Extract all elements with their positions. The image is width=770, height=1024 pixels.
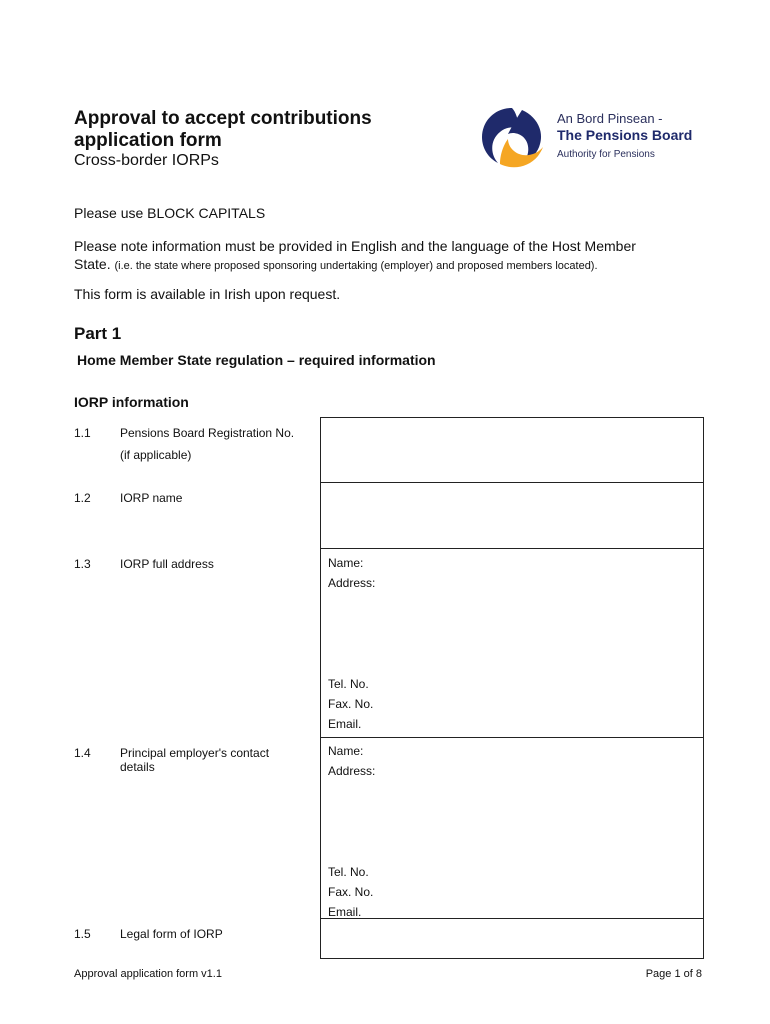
- employer-fax-label: Fax. No.: [328, 885, 374, 899]
- registration-no-input[interactable]: [320, 417, 704, 483]
- field-label-legal-form: Legal form of IORP: [120, 927, 223, 941]
- field-number: 1.1: [74, 426, 91, 440]
- field-label-iorp-name: IORP name: [120, 491, 183, 505]
- language-note-small: (i.e. the state where proposed sponsoring undertaking (employer) and proposed members located).: [114, 260, 598, 272]
- employer-tel-label: Tel. No.: [328, 865, 369, 879]
- iorp-address-input[interactable]: [320, 549, 704, 738]
- language-note-state: State.: [74, 256, 111, 272]
- employer-name-label: Name:: [328, 744, 364, 758]
- field-label-registration-no: Pensions Board Registration No.: [120, 426, 295, 440]
- logo-line1: An Bord Pinsean -: [557, 111, 663, 126]
- language-note-line1: Please note information must be provided in English and the language of the Host Member: [74, 238, 636, 254]
- iorp-address-address-label: Address:: [328, 576, 376, 590]
- field-label-if-applicable: (if applicable): [120, 448, 192, 462]
- iorp-address-name-label: Name:: [328, 556, 364, 570]
- part-title: Part 1: [74, 324, 122, 343]
- legal-form-input[interactable]: [320, 919, 704, 959]
- logo-line3: Authority for Pensions: [557, 149, 655, 160]
- field-label-employer-contact: Principal employer's contact details: [120, 746, 270, 774]
- logo-line2: The Pensions Board: [557, 127, 693, 143]
- field-number: 1.4: [74, 746, 91, 760]
- field-label-iorp-address: IORP full address: [120, 557, 214, 571]
- language-note-line2: [74, 256, 598, 272]
- field-number: 1.2: [74, 491, 91, 505]
- form-title-line1: Approval to accept contributions: [74, 108, 372, 129]
- iorp-address-tel-label: Tel. No.: [328, 677, 369, 691]
- logo-text: [557, 110, 692, 163]
- pensions-board-swirl-icon: [478, 104, 548, 170]
- employer-email-label: Email.: [328, 905, 362, 919]
- field-number: 1.3: [74, 557, 91, 571]
- form-title-line2: application form: [74, 130, 222, 151]
- iorp-address-email-label: Email.: [328, 717, 362, 731]
- subsection-title: IORP information: [74, 394, 189, 410]
- employer-address-label: Address:: [328, 764, 376, 778]
- form-subtitle: Cross-border IORPs: [74, 152, 219, 169]
- field-number: 1.5: [74, 927, 91, 941]
- irish-availability-note: This form is available in Irish upon request.: [74, 286, 341, 302]
- block-capitals-note: Please use BLOCK CAPITALS: [74, 205, 266, 221]
- footer-page-number: Page 1 of 8: [645, 968, 702, 980]
- footer-version: Approval application form v1.1: [74, 968, 222, 980]
- section-title: Home Member State regulation – required information: [77, 352, 436, 368]
- iorp-name-input[interactable]: [320, 483, 704, 549]
- form-title: [74, 108, 434, 152]
- employer-contact-input[interactable]: [320, 737, 704, 919]
- iorp-address-fax-label: Fax. No.: [328, 697, 374, 711]
